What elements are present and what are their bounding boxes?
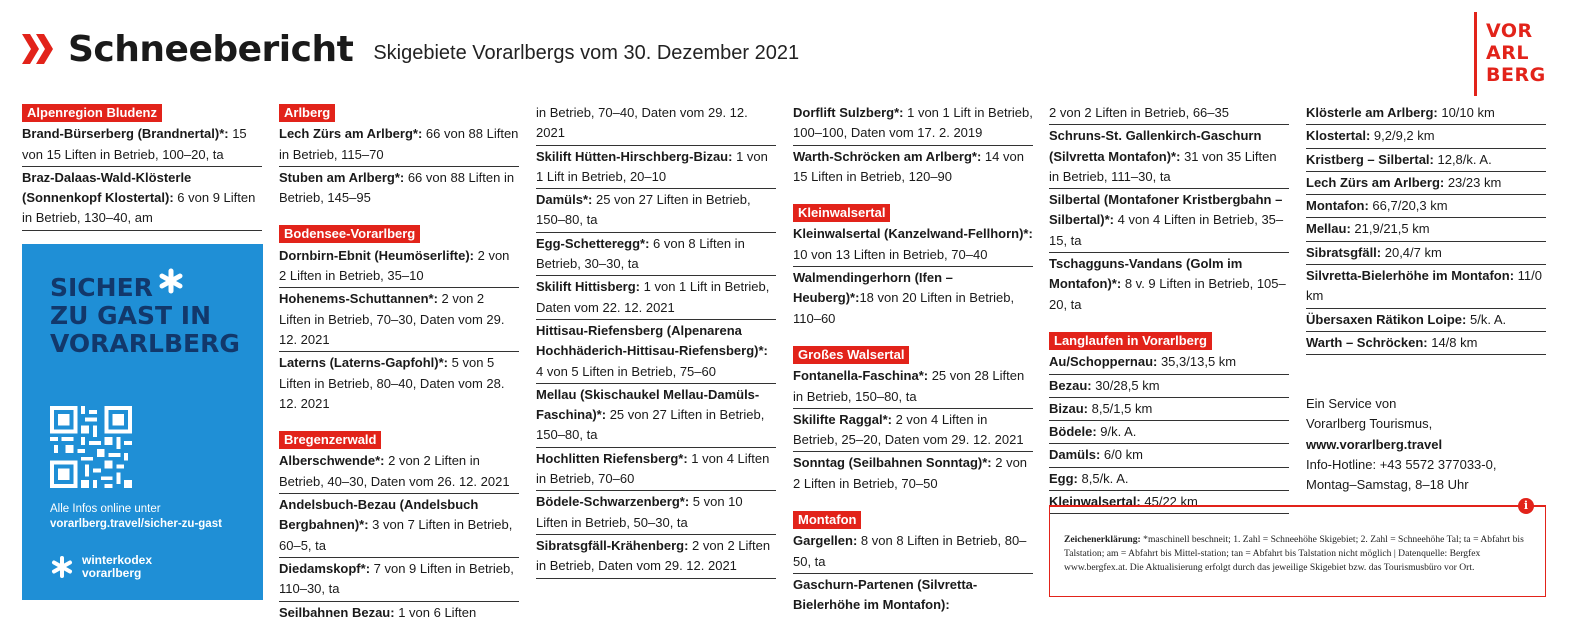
trail-entry — [1306, 195, 1546, 218]
trail-name: Silvretta-Bielerhöhe im Montafon: — [1306, 268, 1515, 284]
trail-entry — [1306, 102, 1546, 125]
header — [22, 24, 799, 74]
resort-info: 1 von 4 Liften in Betrieb, 70–60 — [536, 450, 770, 487]
resort-name: Mellau (Skischaukel Mellau-Damüls-Faschina)*: — [536, 386, 760, 423]
resort-entry — [793, 365, 1033, 409]
trail-entry — [1049, 398, 1289, 421]
trail-name: Bizau: — [1049, 400, 1088, 416]
region-section — [1049, 330, 1289, 514]
resort-entry — [22, 167, 262, 231]
resort-name: Skilift Hütten-Hirschberg-Bizau: — [536, 148, 733, 164]
resort-name: Gaschurn-Partenen (Silvretta-Bielerhöhe im Montafon): — [793, 576, 978, 613]
region-label: Großes Walsertal — [793, 346, 909, 364]
resort-info: 2 von 4 Liften in Betrieb, 25–20, Daten vom 29. 12. 2021 — [793, 411, 1024, 448]
resort-info: 10 von 13 Liften in Betrieb, 70–40 — [793, 246, 988, 262]
column-2 — [279, 102, 519, 624]
trail-info: 66,7/20,3 km — [1368, 198, 1448, 214]
resort-info: 6 von 9 Liften in Betrieb, 130–40, am — [22, 190, 256, 226]
trail-entry — [1306, 125, 1546, 148]
resort-name: Seilbahnen Bezau: — [279, 604, 395, 620]
winterkodex-text — [82, 554, 152, 580]
resort-entry — [536, 535, 776, 579]
trail-entry — [1306, 265, 1546, 309]
resort-entry — [279, 602, 519, 624]
logo-bar — [1474, 12, 1477, 96]
trail-name: Kristberg – Silbertal: — [1306, 151, 1434, 167]
resort-name: Fontanella-Faschina*: — [793, 368, 929, 384]
trail-info: 20,4/7 km — [1381, 244, 1442, 260]
column-3 — [536, 102, 776, 579]
resort-entry — [536, 102, 776, 146]
resort-name: Walmendingerhorn (Ifen – Heuberg)*: — [793, 270, 953, 306]
resort-entry — [536, 384, 776, 448]
trail-name: Bezau: — [1049, 377, 1092, 393]
trail-entry — [1306, 242, 1546, 265]
resort-info: 2 von 2 Liften in Betrieb, 70–50 — [793, 455, 1028, 491]
resort-info: 4 von 5 Liften in Betrieb, 75–60 — [536, 363, 716, 379]
page-subtitle: Skigebiete Vorarlbergs vom 30. Dezember 2021 — [373, 41, 800, 64]
resort-name: Alberschwende*: — [279, 453, 385, 469]
trail-info: 8,5/k. A. — [1077, 470, 1129, 486]
resort-name: Dornbirn-Ebnit (Heumöserlifte): — [279, 247, 474, 263]
asterisk-icon — [158, 268, 184, 294]
resort-name: Diedamskopf*: — [279, 560, 371, 576]
trail-entry — [1049, 468, 1289, 491]
resort-info: 25 von 27 Liften in Betrieb, 150–80, ta — [536, 192, 751, 228]
resort-info: 7 von 9 Liften in Betrieb, 110–30, ta — [279, 560, 514, 597]
region-label: Bodensee-Vorarlberg — [279, 225, 420, 243]
resort-entry — [536, 491, 776, 535]
column-4 — [793, 102, 1033, 617]
column-6 — [1306, 102, 1546, 355]
trail-name: Klösterle am Arlberg: — [1306, 105, 1438, 120]
region-label: Kleinwalsertal — [793, 204, 890, 222]
service-url-link[interactable]: www.vorarlberg.travel — [1306, 436, 1443, 452]
trail-name: Klostertal: — [1306, 128, 1371, 144]
trail-info: 5/k. A. — [1466, 311, 1507, 327]
promo-info — [50, 502, 222, 532]
trail-info: 8,5/1,5 km — [1088, 400, 1153, 416]
trail-name: Übersaxen Rätikon Loipe: — [1306, 311, 1467, 327]
resort-entry — [536, 448, 776, 492]
resort-info: 25 von 28 Liften in Betrieb, 150–80, ta — [793, 368, 1025, 404]
trail-entry — [1306, 149, 1546, 172]
resort-info: 14 von 15 Liften in Betrieb, 120–90 — [793, 148, 1024, 184]
resort-name: Warth-Schröcken am Arlberg*: — [793, 148, 982, 164]
resort-name: Damüls*: — [536, 192, 593, 208]
resort-entry — [536, 146, 776, 190]
vorarlberg-logo — [1472, 12, 1562, 98]
info-icon: i — [1518, 498, 1534, 514]
trail-name: Sibratsgfäll: — [1306, 244, 1382, 260]
trail-name: Egg: — [1049, 470, 1078, 486]
region-section — [279, 223, 519, 415]
trail-info: 12,8/k. A. — [1433, 151, 1492, 167]
trail-entry — [1306, 172, 1546, 195]
region-label: Alpenregion Bludenz — [22, 104, 162, 122]
resort-info: 66 von 88 Liften in Betrieb, 115–70 — [279, 126, 519, 162]
resort-name: Kleinwalsertal (Kanzelwand-Fellhorn)*: — [793, 226, 1033, 242]
trail-entry — [1306, 332, 1546, 355]
resort-info: 66 von 88 Liften in Betrieb, 145–95 — [279, 169, 515, 206]
resort-entry — [279, 450, 519, 494]
promo-title-line: ZU GAST IN — [50, 301, 211, 330]
trail-info: 9/k. A. — [1096, 424, 1137, 440]
trail-name: Damüls: — [1049, 447, 1101, 463]
resort-entry — [1049, 189, 1289, 253]
resort-name: Skilift Hittisberg: — [536, 279, 641, 295]
trail-entry — [1306, 309, 1546, 332]
resort-name: Hittisau-Riefensberg (Alpenarena Hochhäderich-Hittisau-Riefensberg)*: — [536, 322, 768, 359]
service-hours: Montag–Samstag, 8–18 Uhr — [1306, 477, 1469, 493]
resort-entry — [793, 574, 1033, 617]
trail-info: 23/23 km — [1444, 174, 1502, 190]
region-label: Arlberg — [279, 104, 335, 122]
logo-text — [1486, 20, 1546, 86]
promo-url-link[interactable]: vorarlberg.travel/sicher-zu-gast — [50, 518, 222, 530]
resort-info: 2 von 2 Liften in Betrieb, 35–10 — [279, 247, 510, 284]
service-hotline: Info-Hotline: +43 5572 377033-0, — [1306, 456, 1497, 472]
resort-info: 31 von 35 Liften in Betrieb, 111–30, ta — [1049, 148, 1277, 184]
trail-info: 11/0 km — [1306, 268, 1542, 304]
column-1 — [22, 102, 262, 231]
trail-name: Lech Zürs am Arlberg: — [1306, 174, 1445, 190]
logo-line: VOR — [1486, 20, 1533, 42]
promo-title — [50, 274, 240, 358]
winterkodex-line: vorarlberg — [82, 566, 142, 580]
resort-name: Braz-Dalaas-Wald-Klösterle (Sonnenkopf Klostertal): — [22, 169, 192, 206]
column-5 — [1049, 102, 1289, 514]
region-label: Montafon — [793, 511, 861, 529]
winterkodex-logo — [50, 554, 152, 580]
resort-info: 6 von 8 Liften in Betrieb, 30–30, ta — [536, 235, 745, 272]
resort-info: 1 von 6 Liften — [394, 604, 477, 620]
trail-name: Warth – Schröcken: — [1306, 334, 1428, 350]
resort-name: Andelsbuch-Bezau (Andelsbuch Bergbahnen)*: — [279, 497, 479, 533]
service-info — [1306, 394, 1496, 495]
trail-entry — [1306, 218, 1546, 241]
resort-info: 5 von 5 Liften in Betrieb, 80–40, Daten vom 28. 12. 2021 — [279, 355, 505, 411]
region-label: Bregenzerwald — [279, 431, 381, 449]
resort-entry — [279, 352, 519, 415]
resort-entry — [279, 288, 519, 352]
snowflake-icon — [50, 555, 74, 579]
resort-entry — [793, 146, 1033, 189]
trail-entry — [1049, 421, 1289, 444]
resort-entry — [793, 267, 1033, 330]
resort-info: 1 von 1 Lift in Betrieb, 100–100, Daten vom 17. 2. 2019 — [793, 105, 1033, 141]
resort-name: Gargellen: — [793, 533, 858, 549]
resort-entry — [22, 123, 262, 167]
trail-info: 9,2/9,2 km — [1370, 128, 1435, 144]
resort-entry — [279, 558, 519, 602]
trail-info: 35,3/13,5 km — [1157, 354, 1237, 370]
resort-info: 2 von 2 Liften in Betrieb, 40–30, Daten vom 26. 12. 2021 — [279, 453, 510, 489]
resort-name: Skilifte Raggal*: — [793, 411, 892, 427]
trail-info: 14/8 km — [1427, 334, 1478, 350]
trail-name: Kleinwalsertal: — [1049, 494, 1141, 510]
resort-entry — [279, 123, 519, 167]
trail-info: 30/28,5 km — [1091, 377, 1160, 393]
promo-title-line: SICHER — [50, 273, 153, 302]
promo-info-line: Alle Infos online unter — [50, 503, 161, 515]
winterkodex-line: winterkodex — [82, 553, 153, 567]
resort-entry — [1049, 125, 1289, 189]
resort-name: Hohenems-Schuttannen*: — [279, 291, 438, 307]
trail-entry — [1049, 375, 1289, 398]
resort-name: Sonntag (Seilbahnen Sonntag)*: — [793, 455, 992, 471]
resort-entry — [793, 223, 1033, 267]
legend-body: *maschinell beschneit; 1. Zahl = Schneehöhe Skigebiet; 2. Zahl = Schneehöhe Tal; ta = Abfahrt bis Talstation; am = Abfahrt bis Mittel-station; tan = Abfahrt bis Talstation nicht möglich | Datenquelle: Bergfex www.bergfex.at. Die Aktualisierung erfolgt durch das jeweilige Skigebiet bzw. das Tourismusbüro vor Ort. — [1064, 534, 1524, 573]
promo-title-line: VORARLBERG — [50, 329, 240, 358]
resort-name: Sibratsgfäll-Krähenberg: — [536, 537, 689, 553]
resort-name: Brand-Bürserberg (Brandnertal)*: — [22, 126, 229, 142]
service-line: Vorarlberg Tourismus, — [1306, 416, 1433, 432]
trail-name: Bödele: — [1049, 424, 1097, 440]
resort-entry — [793, 409, 1033, 453]
trail-name: Mellau: — [1306, 221, 1351, 237]
resort-info: 18 von 20 Liften in Betrieb, 110–60 — [793, 290, 1015, 326]
resort-entry — [279, 494, 519, 558]
legend-label: Zeichenerklärung: — [1064, 534, 1141, 545]
promo-box — [22, 244, 263, 600]
region-section — [793, 202, 1033, 330]
resort-name: Dorflift Sulzberg*: — [793, 105, 904, 120]
resort-info: 2 von 2 Liften in Betrieb, Daten vom 29. 12. 2021 — [536, 537, 771, 574]
resort-info: in Betrieb, 70–40, Daten vom 29. 12. 2021 — [536, 105, 748, 141]
resort-entry — [1049, 253, 1289, 316]
logo-line: ARL — [1486, 42, 1529, 64]
resort-name: Bödele-Schwarzenberg*: — [536, 494, 690, 510]
region-section — [793, 344, 1033, 495]
resort-name: Schruns-St. Gallenkirch-Gaschurn (Silvretta Montafon)*: — [1049, 128, 1262, 164]
resort-info: 25 von 27 Liften in Betrieb, 150–80, ta — [536, 407, 765, 443]
trail-info: 21,9/21,5 km — [1350, 221, 1430, 237]
resort-entry — [793, 452, 1033, 495]
resort-info: 2 von 2 Liften in Betrieb, 66–35 — [1049, 105, 1229, 120]
resort-entry — [536, 233, 776, 277]
resort-info: 8 v. 9 Liften in Betrieb, 105–20, ta — [1049, 276, 1286, 312]
trail-entry — [1049, 444, 1289, 467]
resort-entry — [1049, 102, 1289, 125]
resort-entry — [536, 189, 776, 233]
resort-info: 8 von 8 Liften in Betrieb, 80–50, ta — [793, 533, 1027, 569]
region-section — [279, 429, 519, 624]
trail-name: Au/Schoppernau: — [1049, 354, 1158, 370]
trail-info: 6/0 km — [1100, 447, 1143, 463]
logo-line: BERG — [1486, 64, 1546, 86]
resort-entry — [536, 276, 776, 320]
resort-info: 1 von 1 Lift in Betrieb, 20–10 — [536, 148, 768, 184]
qr-code-icon[interactable] — [50, 406, 132, 488]
resort-entry — [793, 102, 1033, 146]
trail-info: 10/10 km — [1437, 105, 1495, 120]
region-section — [793, 509, 1033, 616]
resort-name: Silbertal (Montafoner Kristbergbahn – Silbertal)*: — [1049, 192, 1283, 228]
resort-info: 3 von 7 Liften in Betrieb, 60–5, ta — [279, 517, 513, 553]
trail-name: Montafon: — [1306, 198, 1369, 214]
resort-name: Egg-Schetteregg*: — [536, 235, 650, 251]
region-label: Langlaufen in Vorarlberg — [1049, 332, 1212, 350]
page-title: Schneebericht — [68, 28, 354, 70]
legend-text — [1064, 533, 1538, 575]
resort-info: 1 von 1 Lift in Betrieb, Daten vom 22. 12. 2021 — [536, 279, 770, 315]
double-chevron-icon — [22, 34, 54, 64]
resort-info: 2 von 2 Liften in Betrieb, 70–30, Daten vom 29. 12. 2021 — [279, 291, 505, 347]
trail-entry — [1049, 351, 1289, 374]
resort-name: Laterns (Laterns-Gapfohl)*: — [279, 355, 449, 371]
resort-name: Lech Zürs am Arlberg*: — [279, 126, 423, 142]
resort-entry — [279, 245, 519, 289]
resort-entry — [793, 530, 1033, 574]
resort-entry — [536, 320, 776, 384]
resort-info: 5 von 10 Liften in Betrieb, 50–30, ta — [536, 494, 743, 530]
trail-info: 45/22 km — [1140, 494, 1198, 510]
resort-name: Hochlitten Riefensberg*: — [536, 450, 688, 466]
resort-entry — [279, 167, 519, 210]
resort-name: Stuben am Arlberg*: — [279, 169, 405, 185]
service-line: Ein Service von — [1306, 396, 1397, 411]
resort-info: 15 von 15 Liften in Betrieb, 100–20, ta — [22, 126, 247, 162]
resort-name: Tschagguns-Vandans (Golm im Montafon)*: — [1049, 256, 1243, 292]
resort-info: 4 von 4 Liften in Betrieb, 35–15, ta — [1049, 212, 1284, 248]
